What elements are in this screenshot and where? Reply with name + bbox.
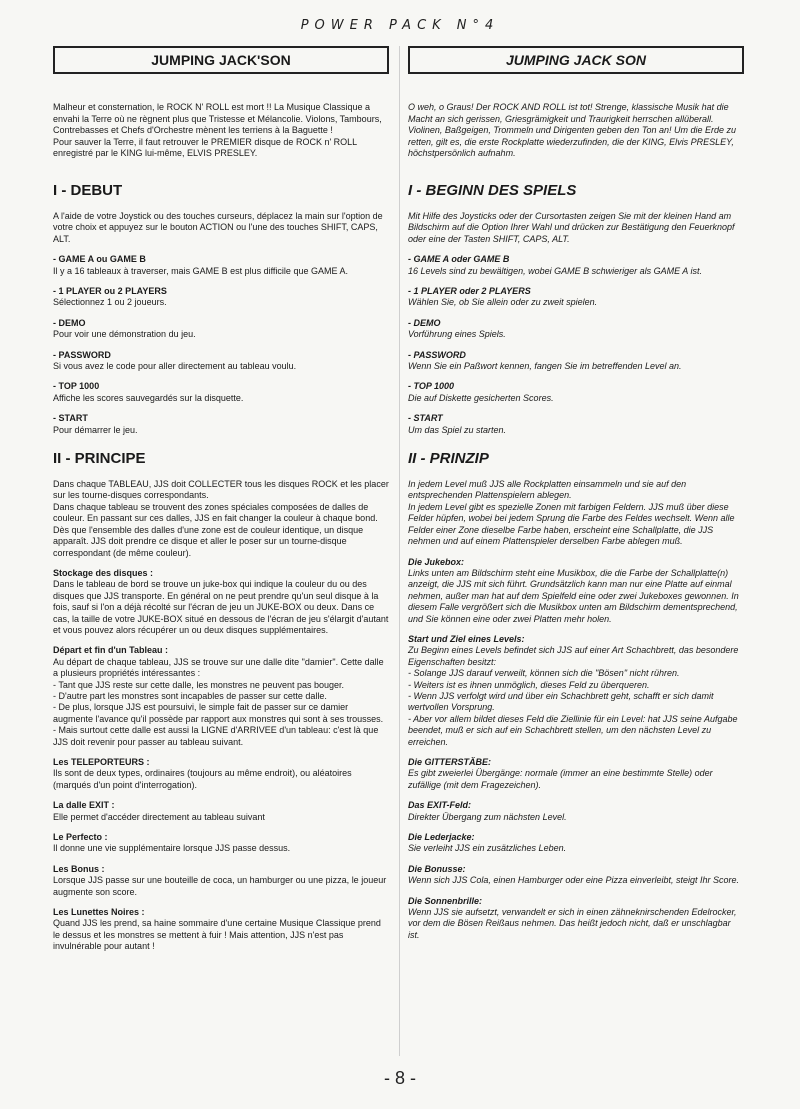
item-text: Wenn Sie ein Paßwort kennen, fangen Sie im betreffenden Level an. — [408, 361, 682, 372]
list-item — [408, 381, 744, 404]
item-label: Le Perfecto : — [53, 832, 108, 843]
item-text: Sie verleiht JJS ein zusätzliches Leben. — [408, 843, 567, 854]
item-text: Die auf Diskette gesicherten Scores. — [408, 392, 554, 403]
list-item — [408, 634, 744, 748]
item-label: - DEMO — [408, 317, 441, 328]
german-column — [408, 46, 744, 950]
item-label: - GAME A ou GAME B — [53, 254, 146, 265]
item-text: 16 Levels sind zu bewältigen, wobei GAME B schwieriger als GAME A ist. — [408, 265, 702, 276]
item-text: Quand JJS les prend, sa haine sommaire d'une certaine Musique Classique prend le dessus et les monstres se mettent à fuir ! Mais attention, JJS n'est pas invulnérable pour autant ! — [53, 918, 381, 952]
item-label: - START — [408, 413, 443, 424]
item-label: La dalle EXIT : — [53, 800, 115, 811]
list-item — [53, 832, 389, 855]
german-beginn-paragraph: Mit Hilfe des Joysticks oder der Cursortasten zeigen Sie mit der kleinen Hand am Bildschirm auf die Option Ihrer Wahl und drücken zur Bestätigung den Feuerknopf oder eine der Tasten SHIFT, CAPS, ALT. — [408, 210, 735, 244]
list-item — [53, 381, 389, 404]
list-item — [408, 800, 744, 823]
column-divider — [399, 46, 400, 1056]
item-text: Si vous avez le code pour aller directement au tableau voulu. — [53, 361, 297, 372]
item-text: Vorführung eines Spiels. — [408, 329, 506, 340]
list-item — [408, 350, 744, 373]
page-header: POWER PACK N°4 — [300, 18, 500, 33]
list-item — [408, 832, 744, 855]
list-item — [53, 907, 389, 953]
item-label: - PASSWORD — [53, 349, 111, 360]
item-label: Les Lunettes Noires : — [53, 907, 145, 918]
list-item — [53, 413, 389, 436]
german-title: JUMPING JACK SON — [408, 46, 744, 74]
list-item — [53, 645, 389, 748]
item-text: Lorsque JJS passe sur une bouteille de coca, un hamburger ou une pizza, le joueur augmente son score. — [53, 875, 387, 897]
item-label: - 1 PLAYER oder 2 PLAYERS — [408, 286, 531, 296]
item-label: Die Bonusse: — [408, 863, 466, 874]
french-section-debut: I - DEBUT — [53, 181, 123, 199]
item-text: Au départ de chaque tableau, JJS se trouve sur une dalle dite "damier". Cette dalle a plusieurs propriétés intéressantes : - Tant que JJS reste sur cette dalle, les monstres ne peuvent pas bouger. - D'autre part les monstres sont incapables de passer sur cette dalle. - De plus, lorsque JJS est poursuivi, le simple fait de passer sur ce damier augmente l'avance qu'il possède par rapport aux monstres qui sont à ses trousses. - Mais surtout cette dalle est aussi la LIGNE d'ARRIVEE d'un tableau: c'est là que JJS doit revenir pour passer au tableau suivant. — [53, 656, 384, 747]
item-label: Die Jukebox: — [408, 556, 465, 567]
german-prinzip-paragraph: In jedem Level muß JJS alle Rockplatten einsammeln und sie auf den entsprechenden Plattenspielern ablegen. In jedem Level gibt es spezielle Zonen mit farbigen Feldern. JJS muß über diese Felder hüpfen, wobei bei jedem Sprung die Farbe des Feldes wechselt. Wenn alle Felder einer Zone dieselbe Farbe haben, erscheint eine Schallplatte, die JJS nehmen und auf einem Plattenspieler derselben Farbe ablegen muß. — [408, 479, 735, 547]
item-text: Direkter Übergang zum nächsten Level. — [408, 811, 567, 822]
list-item — [53, 350, 389, 373]
item-label: - DEMO — [53, 317, 86, 328]
list-item — [53, 568, 389, 636]
item-label: - 1 PLAYER ou 2 PLAYERS — [53, 286, 167, 296]
item-label: Départ et fin d'un Tableau : — [53, 645, 168, 656]
list-item — [408, 896, 744, 942]
item-text: Pour voir une démonstration du jeu. — [53, 329, 196, 340]
french-section-principe: II - PRINCIPE — [53, 450, 146, 468]
item-text: Il donne une vie supplémentaire lorsque JJS passe dessus. — [53, 843, 291, 854]
list-item — [408, 413, 744, 436]
item-text: Links unten am Bildschirm steht eine Musikbox, die die Farbe der Schallplatte(n) anzeigt, die JJS mit sich führt. Grundsätzlich kann man nur eine Platte auf einmal nehmen, außer man hat auf dem Spielfeld eine oder zwei Jukeboxes gewonnen. In diesem Falle vergrößert sich die Musikbox unten am Bildschirm dementsprechend, und Sie können eine oder zwei Platten mehr holen. — [408, 567, 739, 624]
list-item — [408, 318, 744, 341]
french-intro: Malheur et consternation, le ROCK N' ROLL est mort !! La Musique Classique a envahi la Terre où ne règnent plus que Tristesse et Mélancolie. Violons, Tambours, Contrebasses et Chefs d'Orchestre mènent les terriens à la Baguette ! Pour sauver la Terre, il faut retrouver le PREMIER disque de ROCK n' ROLL enregistré par le KING lui-même, ELVIS PRESLEY. — [53, 102, 382, 159]
item-text: Um das Spiel zu starten. — [408, 424, 507, 435]
french-column — [53, 46, 389, 962]
list-item — [408, 254, 744, 277]
item-text: Elle permet d'accéder directement au tableau suivant — [53, 811, 265, 822]
french-debut-paragraph: A l'aide de votre Joystick ou des touches curseurs, déplacez la main sur l'option de votre choix et appuyez sur le bouton ACTION ou l'une des touches SHIFT, CAPS, ALT. — [53, 210, 383, 244]
item-text: Es gibt zweierlei Übergänge: normale (immer an eine bestimmte Stelle) oder zufällige (mit dem Fragezeichen). — [408, 768, 713, 790]
list-item — [53, 318, 389, 341]
item-label: - PASSWORD — [408, 349, 466, 360]
item-text: Wählen Sie, ob Sie allein oder zu zweit spielen. — [408, 297, 598, 308]
item-label: Stockage des disques : — [53, 567, 154, 578]
list-item — [53, 757, 389, 791]
list-item — [53, 864, 389, 898]
item-text: Wenn JJS sie aufsetzt, verwandelt er sich in einen zähneknirschenden Edelrocker, vor dem die Bösen Reißaus nehmen. Das heißt jedoch nicht, daß er unschlagbar ist. — [408, 907, 737, 940]
item-text: Wenn sich JJS Cola, einen Hamburger oder eine Pizza einverleibt, steigt Ihr Score. — [408, 875, 739, 886]
item-text: Ils sont de deux types, ordinaires (toujours au même endroit), ou aléatoires (marqués d'un point d'interrogation). — [53, 768, 352, 790]
german-section-prinzip: II - PRINZIP — [408, 450, 489, 468]
item-label: Das EXIT-Feld: — [408, 800, 472, 811]
list-item — [53, 286, 389, 309]
list-item — [408, 557, 744, 625]
german-section-beginn: I - BEGINN DES SPIELS — [408, 181, 577, 199]
list-item — [408, 864, 744, 887]
item-text: Sélectionnez 1 ou 2 joueurs. — [53, 297, 167, 308]
item-text: Dans le tableau de bord se trouve un juke-box qui indique la couleur du ou des disques que JJS transporte. En général on ne peut prendre qu'un seul disque à la fois, sauf si l'on a déjà récolté sur l'écran de jeu un JUKE-BOX ou deux. Dans ce cas, la taille de votre JUKE-BOX situé en dessous de l'écran de jeu s'élargit d'autant et vous pouvez alors récupérer un ou deux disques supplémentaires. — [53, 579, 389, 635]
item-text: Pour démarrer le jeu. — [53, 424, 138, 435]
item-label: - TOP 1000 — [53, 381, 100, 392]
french-title: JUMPING JACK'SON — [53, 46, 389, 74]
item-label: Die Lederjacke: — [408, 832, 475, 843]
list-item — [408, 286, 744, 309]
list-item — [53, 800, 389, 823]
item-label: - TOP 1000 — [408, 381, 455, 392]
list-item — [408, 757, 744, 791]
item-text: Zu Beginn eines Levels befindet sich JJS auf einer Art Schachbrett, das besondere Eigenschaften besitzt: - Solange JJS darauf verweilt, können sich die "Bösen" nicht rühren. - Weiters ist es ihnen unmöglich, dieses Feld zu überqueren. - Wenn JJS verfolgt wird und über ein Schachbrett geht, schafft er sich damit wertvollen Vorsprung. - Aber vor allem bildet dieses Feld die Ziellinie für ein Level: hat JJS seine Aufgabe beendet, muß er sich auf ein Schachbrett stellen, um den nächsten Level zu erreichen. — [408, 645, 739, 747]
item-label: Les TELEPORTEURS : — [53, 757, 150, 767]
item-label: - GAME A oder GAME B — [408, 254, 510, 265]
french-principe-paragraph: Dans chaque TABLEAU, JJS doit COLLECTER tous les disques ROCK et les placer sur les tourne-disques correspondants. Dans chaque tableau se trouvent des zones spéciales composées de dalles de couleur. En passant sur ces dalles, JJS en fait changer la couleur à chaque bond. Dès que l'ensemble des dalles d'une zone est de couleur identique, un disque apparaît. JJS doit prendre ce disque et aller le poser sur un tourne-disque correspondant (de même couleur). — [53, 479, 389, 558]
german-intro: O weh, o Graus! Der ROCK AND ROLL ist tot! Strenge, klassische Musik hat die Macht an sich gerissen, Griesgrämigkeit und Traurigkeit herrschen allüberall. Violinen, Baßgeigen, Trommeln und Dirigenten geben den Ton an! Um die Erde zu retten, gilt es, die erste Rockplatte wiederzufinden, die der KING, Elvis PRESLEY, höchstpersönlich aufnahm. — [408, 102, 737, 159]
item-label: Die Sonnenbrille: — [408, 895, 483, 906]
item-label: Start und Ziel eines Levels: — [408, 633, 525, 644]
item-text: Il y a 16 tableaux à traverser, mais GAME B est plus difficile que GAME A. — [53, 265, 348, 276]
list-item — [53, 254, 389, 277]
page-number: - 8 - — [383, 1068, 416, 1088]
item-text: Affiche les scores sauvegardés sur la disquette. — [53, 392, 244, 403]
item-label: - START — [53, 413, 88, 424]
item-label: Les Bonus : — [53, 863, 105, 874]
item-label: Die GITTERSTÄBE: — [408, 757, 492, 767]
